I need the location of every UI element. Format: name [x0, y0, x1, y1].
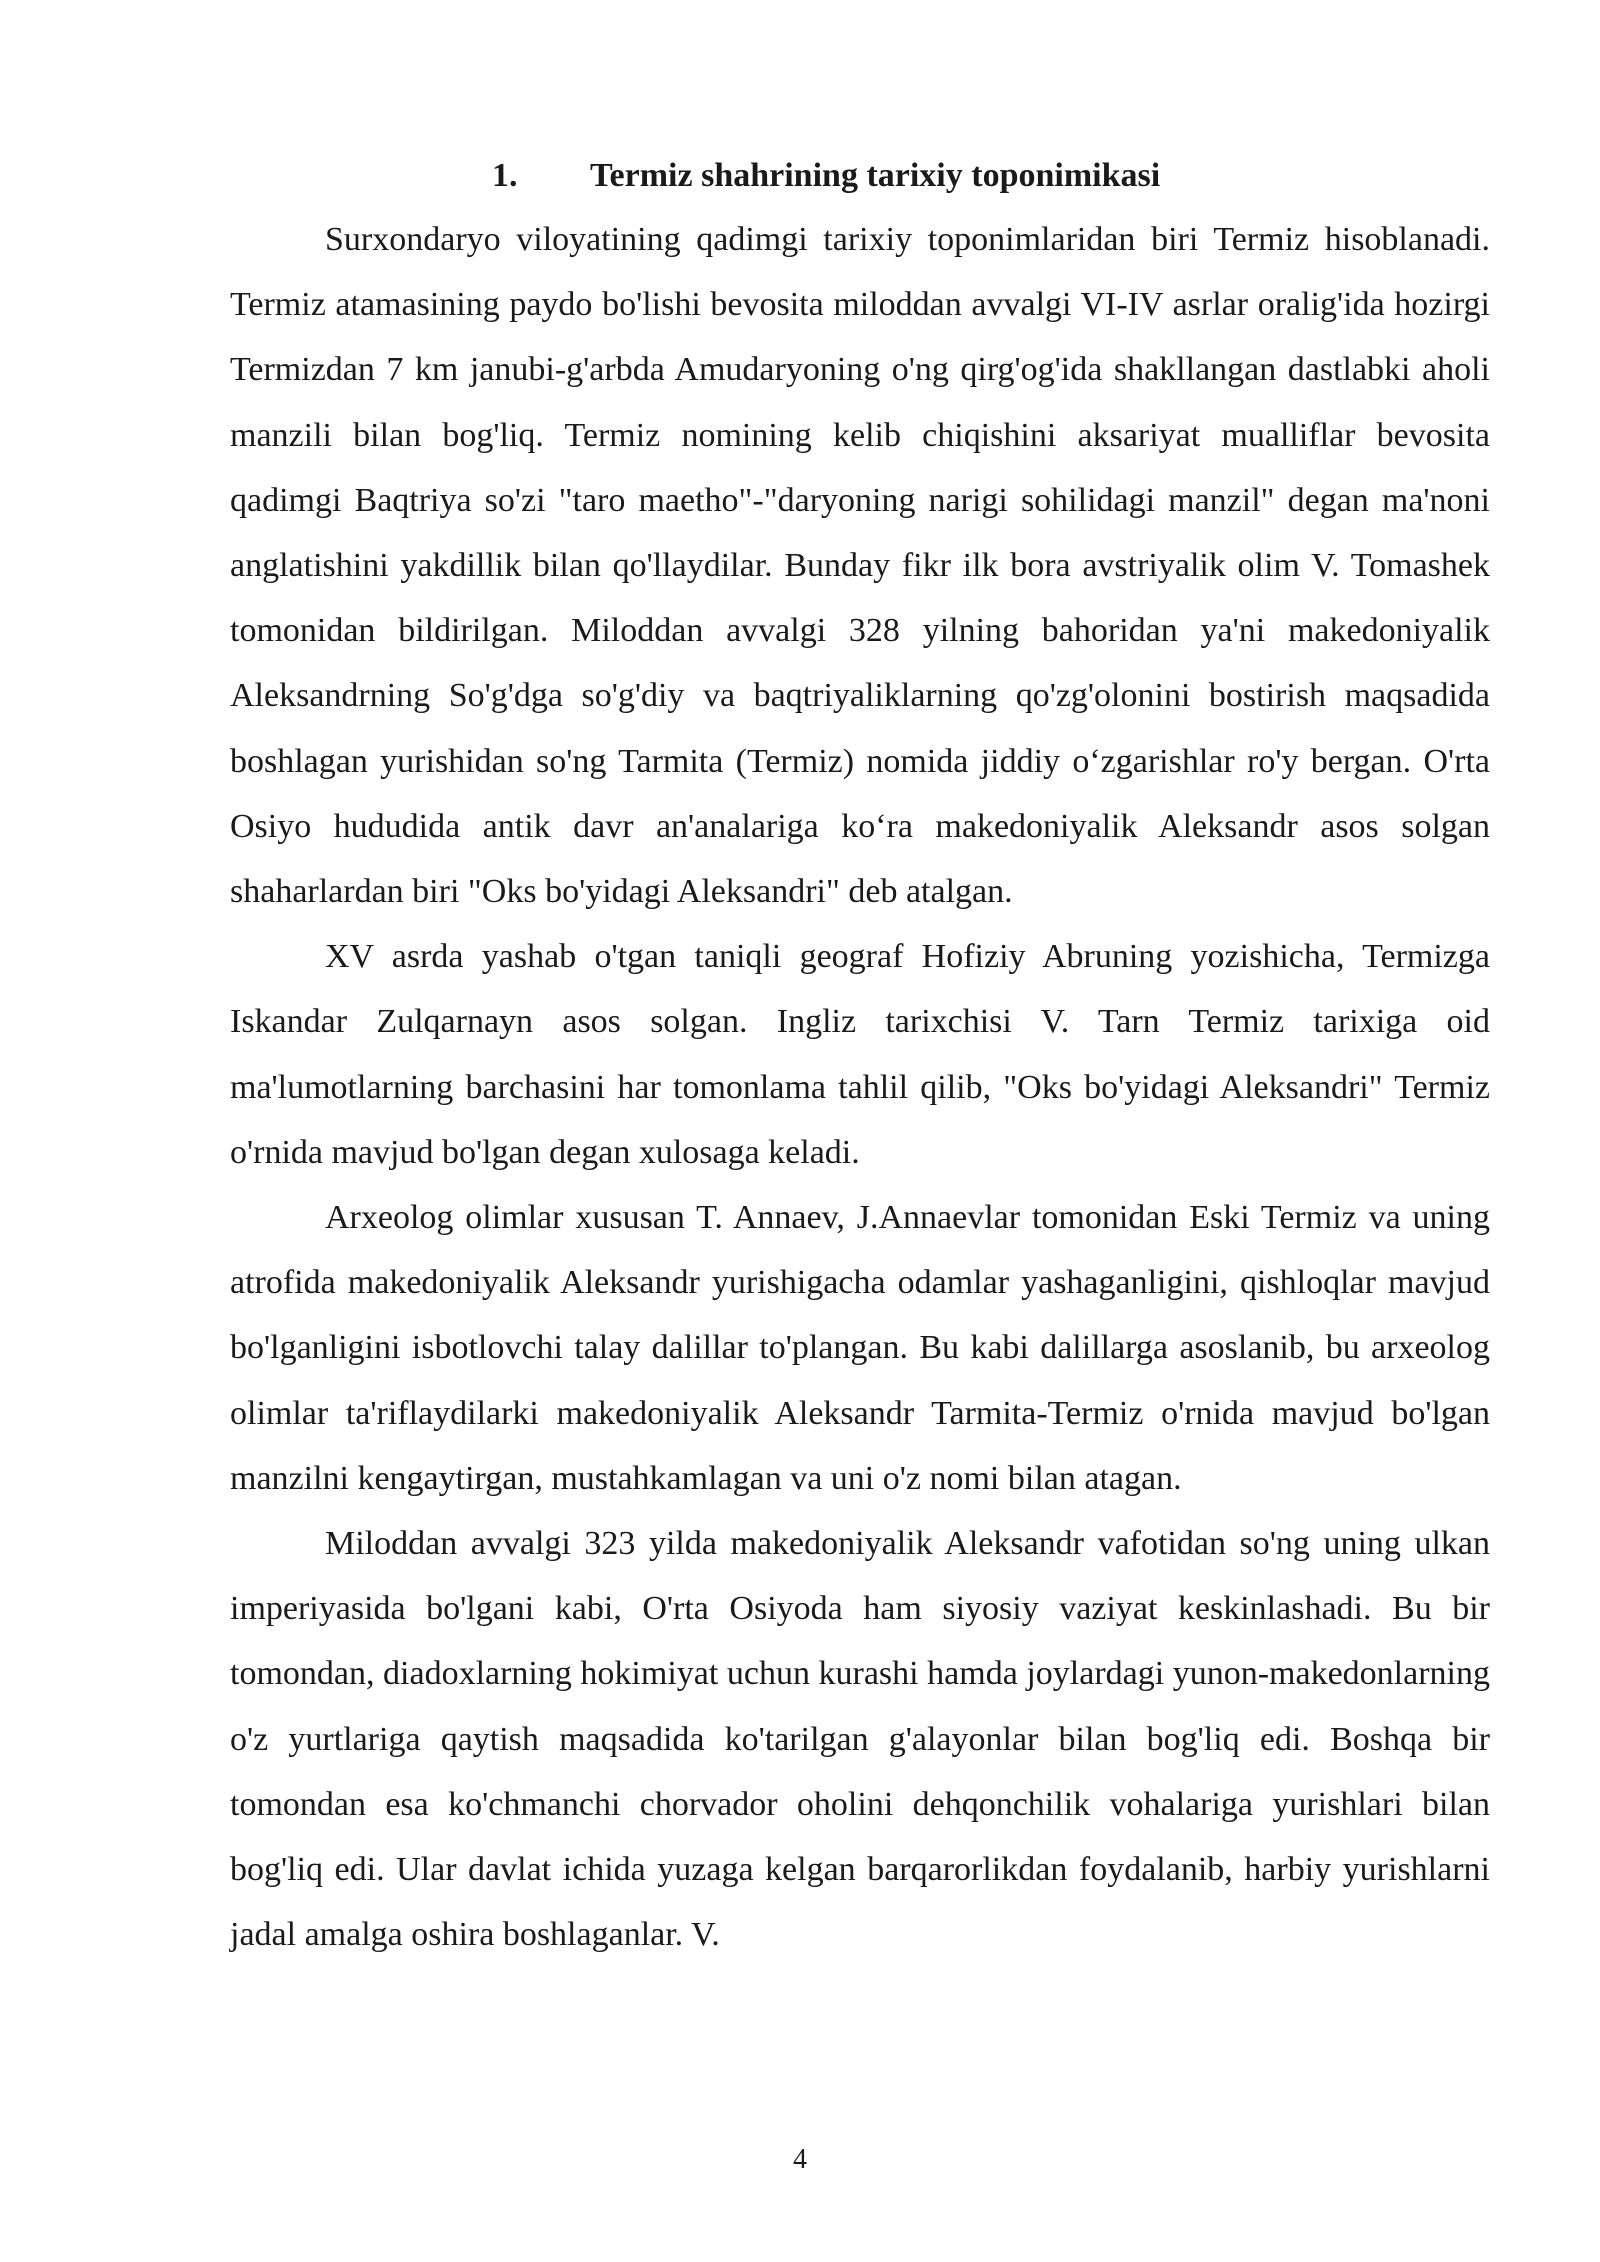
paragraph-2: XV asrda yashab o'tgan taniqli geograf Hofiziy Abruning yozishicha, Termizga Iskandar Zulqarnayn asos solgan. Ingliz tarixchisi V. Tarn Termiz tarixiga oid ma'lumotlarning barchasini har tomonlama tahlil qilib, "Oks bo'yidagi Aleksandri" Termiz o'rnida mavjud bo'lgan degan xulosaga keladi. [230, 938, 1490, 1171]
page-number: 4 [793, 2144, 807, 2175]
section-title: Termiz shahrining tarixiy toponimikasi [590, 157, 1161, 194]
document-page [230, 145, 1490, 1967]
paragraph-3: Arxeolog olimlar xususan T. Annaev, J.Annaevlar tomonidan Eski Termiz va uning atrofida makedoniyalik Aleksandr yurishigacha odamlar yashaganligini, qishloqlar mavjud bo'lganligini isbotlovchi talay dalillar to'plangan. Bu kabi dalillarga asoslanib, bu arxeolog olimlar ta'riflaydilarki makedoniyalik Aleksandr Tarmita-Termiz o'rnida mavjud bo'lgan manzilni kengaytirgan, mustahkamlagan va uni o'z nomi bilan atagan. [230, 1199, 1490, 1497]
section-heading [230, 145, 1490, 207]
paragraph-1: Surxondaryo viloyatining qadimgi tarixiy toponimlaridan biri Termiz hisoblanadi. Termiz atamasining paydo bo'lishi bevosita miloddan avvalgi VI-IV asrlar oralig'ida hozirgi Termizdan 7 km janubi-g'arbda Amudaryoning o'ng qirg'og'ida shakllangan dastlabki aholi manzili bilan bog'liq. Termiz nomining kelib chiqishini aksariyat mualliflar bevosita qadimgi Baqtriya so'zi "taro maetho"-"daryoning narigi sohilidagi manzil" degan ma'noni anglatishini yakdillik bilan qo'llaydilar. Bunday fikr ilk bora avstriyalik olim V. Tomashek tomonidan bildirilgan. Miloddan avvalgi 328 yilning bahoridan ya'ni makedoniyalik Aleksandrning So'g'dga so'g'diy va baqtriyaliklarning qo'zg'olonini bostirish maqsadida boshlagan yurishidan so'ng Tarmita (Termiz) nomida jiddiy o‘zgarishlar ro'y bergan. O'rta Osiyo hududida antik davr an'analariga ko‘ra makedoniyalik Aleksandr asos solgan shaharlardan biri "Oks bo'yidagi Aleksandri" deb atalgan. [230, 221, 1490, 911]
section-number: 1. [492, 157, 518, 194]
paragraph-4: Miloddan avvalgi 323 yilda makedoniyalik Aleksandr vafotidan so'ng uning ulkan imperiyasida bo'lgani kabi, O'rta Osiyoda ham siyosiy vaziyat keskinlashadi. Bu bir tomondan, diadoxlarning hokimiyat uchun kurashi hamda joylardagi yunon-makedonlarning o'z yurtlariga qaytish maqsadida ko'tarilgan g'alayonlar bilan bog'liq edi. Boshqa bir tomondan esa ko'chmanchi chorvador oholini dehqonchilik vohalariga yurishlari bilan bog'liq edi. Ular davlat ichida yuzaga kelgan barqarorlikdan foydalanib, harbiy yurishlarni jadal amalga oshira boshlaganlar. V. [230, 1525, 1490, 1954]
